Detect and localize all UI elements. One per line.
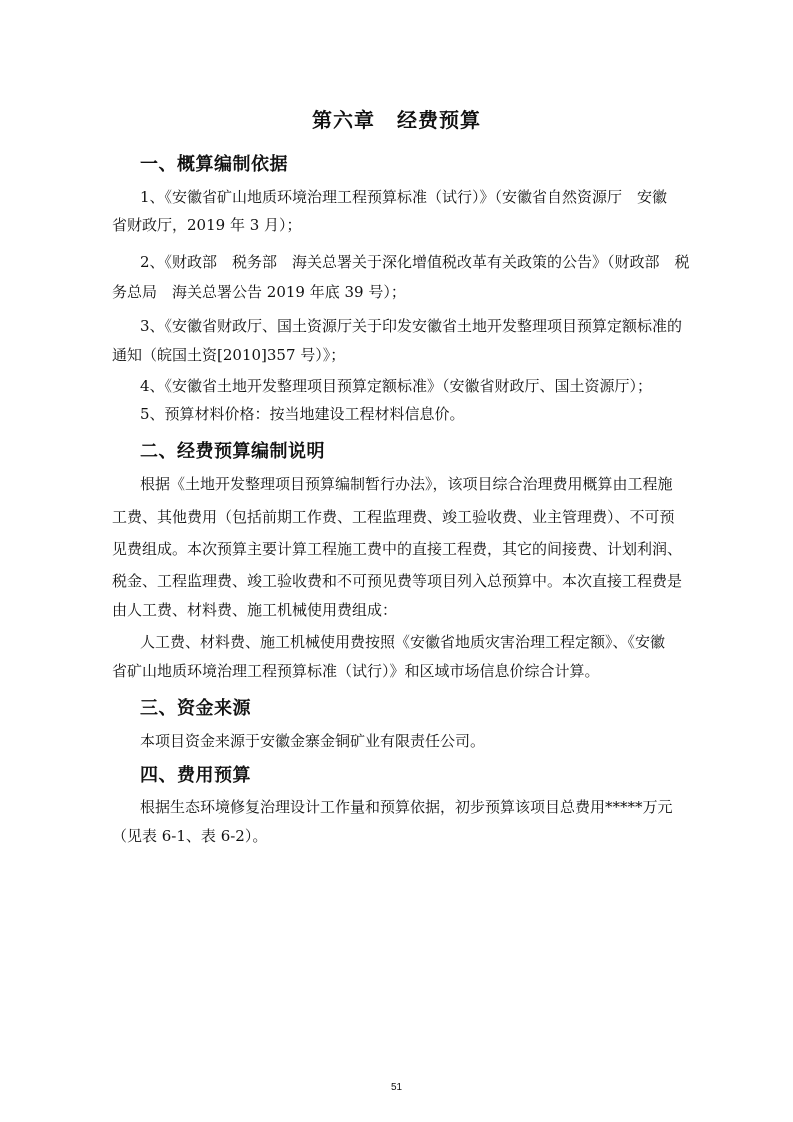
paragraph-line: 由人工费、材料费、施工机械使用费组成： <box>112 601 398 619</box>
paragraph-line: 本项目资金来源于安徽金寨金铜矿业有限责任公司。 <box>140 732 486 750</box>
section-heading-explanation: 二、经费预算编制说明 <box>140 441 325 462</box>
paragraph-line: 人工费、材料费、施工机械使用费按照《安徽省地质灾害治理工程定额》、《安徽 <box>140 633 666 651</box>
paragraph-line: 见费组成。本次预算主要计算工程施工费中的直接工程费，其它的间接费、计划利润、 <box>112 540 683 558</box>
paragraph-line: 4、《安徽省土地开发整理项目预算定额标准》（安徽省财政厅、国土资源厅）； <box>140 377 653 395</box>
chapter-name: 经费预算 <box>397 108 481 132</box>
paragraph-line: 省财政厅，2019 年 3 月）； <box>112 216 302 234</box>
paragraph-line: 省矿山地质环境治理工程预算标准（试行）》和区域市场信息价综合计算。 <box>112 662 600 680</box>
section-heading-budget: 四、费用预算 <box>140 765 251 786</box>
paragraph-line: （见表 6-1、表 6-2）。 <box>112 827 268 845</box>
section-heading-basis: 一、概算编制依据 <box>140 154 288 175</box>
chapter-title <box>0 104 793 133</box>
paragraph-line: 根据生态环境修复治理设计工作量和预算依据，初步预算该项目总费用*****万元 <box>140 798 673 816</box>
paragraph-line: 税金、工程监理费、竣工验收费和不可预见费等项目列入总预算中。本次直接工程费是 <box>112 572 683 590</box>
paragraph-line: 务总局 海关总署公告 2019 年底 39 号）； <box>112 283 406 301</box>
paragraph-line: 工费、其他费用（包括前期工作费、工程监理费、竣工验收费、业主管理费）、不可预 <box>112 508 675 526</box>
section-heading-funding: 三、资金来源 <box>140 698 251 719</box>
chapter-number: 第六章 <box>312 108 375 132</box>
page-number: 51 <box>390 1082 403 1093</box>
paragraph-line: 2、《财政部 税务部 海关总署关于深化增值税改革有关政策的公告》（财政部 税 <box>140 253 690 271</box>
paragraph-line: 3、《安徽省财政厅、国土资源厅关于印发安徽省土地开发整理项目预算定额标准的 <box>140 317 683 335</box>
paragraph-line: 通知（皖国土资[2010]357 号）》； <box>112 346 346 364</box>
paragraph-line: 1、《安徽省矿山地质环境治理工程预算标准（试行）》（安徽省自然资源厅 安徽 <box>140 188 668 206</box>
paragraph-line: 5、预算材料价格：按当地建设工程材料信息价。 <box>140 405 465 423</box>
paragraph-line: 根据《土地开发整理项目预算编制暂行办法》，该项目综合治理费用概算由工程施 <box>140 475 673 493</box>
